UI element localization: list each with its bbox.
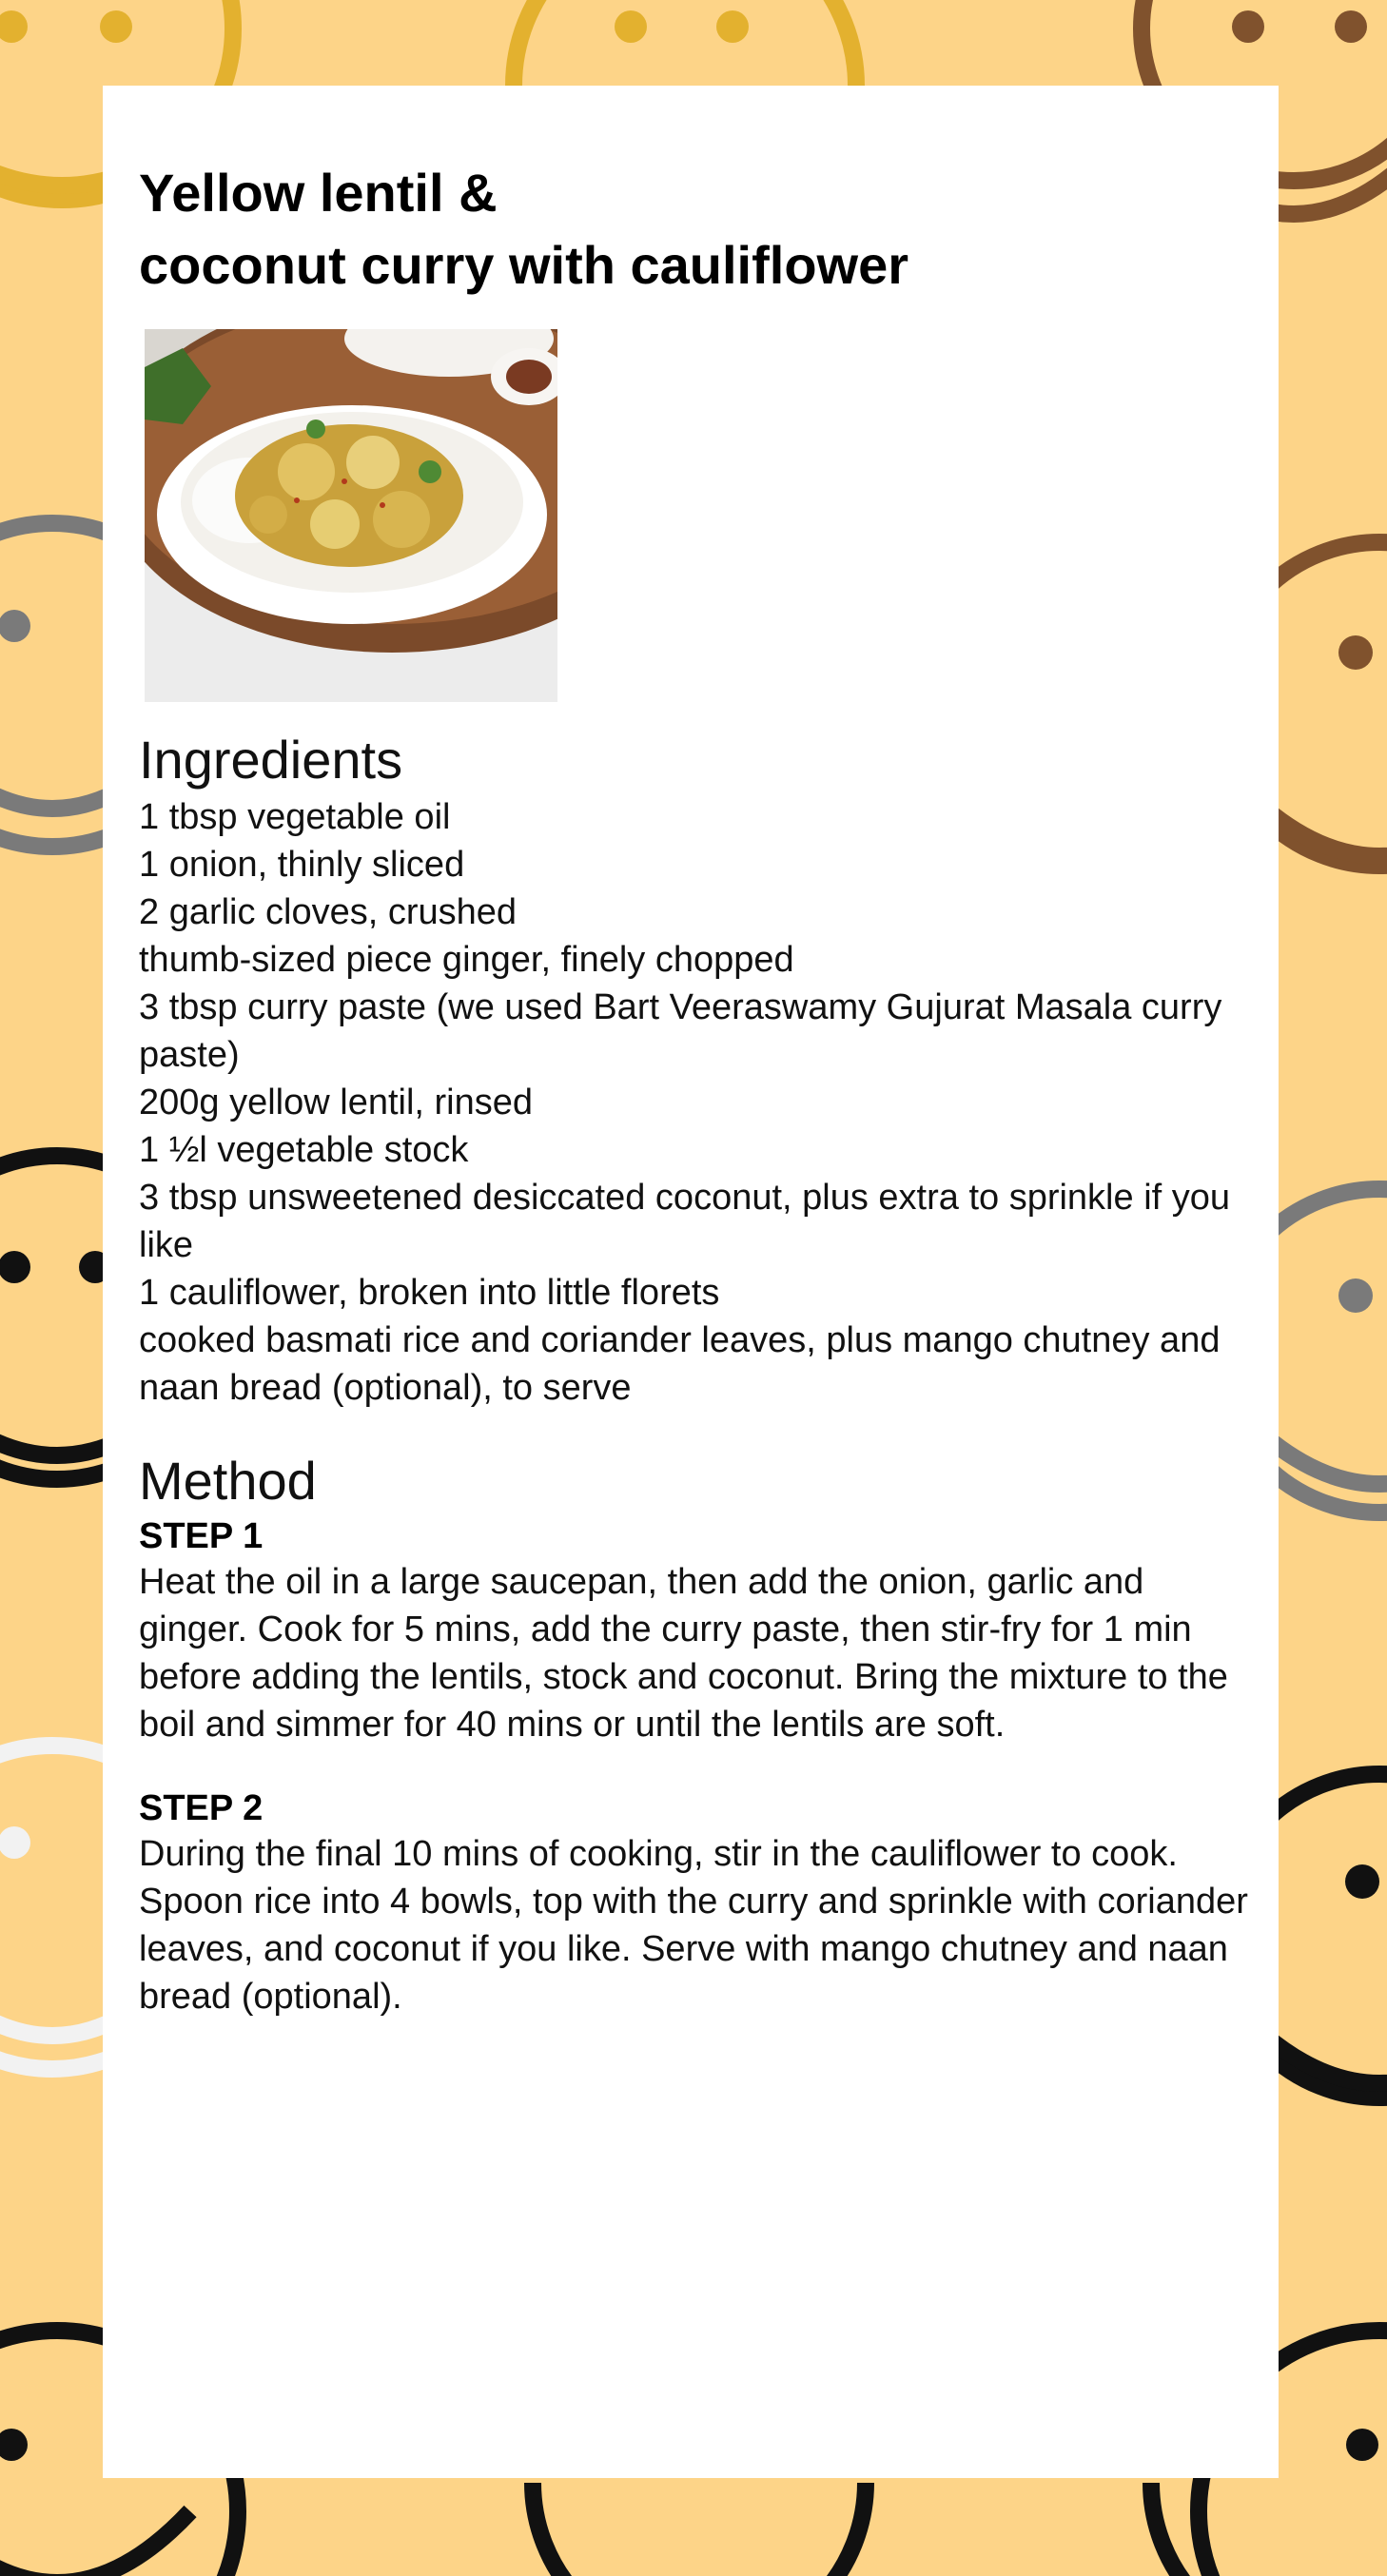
ingredients-list [139, 793, 1279, 1412]
ingredient-item: 3 tbsp unsweetened desiccated coconut, plus extra to sprinkle if you like [139, 1178, 1231, 1265]
ingredient-item: 200g yellow lentil, rinsed [139, 1083, 534, 1122]
smiley-face-icon [514, 0, 856, 86]
ingredient-item: 3 tbsp curry paste (we used Bart Veeraswamy Gujurat Masala curry paste) [139, 987, 1222, 1075]
step-text: During the final 10 mins of cooking, stir in the cauliflower to cook. Spoon rice into 4 bowls, top with the curry and sprinkle with coriander leaves, and coconut if you like. Serve with mango chutney and naan bread (optional). [139, 1834, 1248, 2017]
step-label: STEP 1 [139, 1516, 264, 1556]
recipe-title-line-2: coconut curry with cauliflower [139, 235, 909, 295]
recipe-title [139, 157, 1279, 302]
ingredient-item: 1 ½l vegetable stock [139, 1130, 469, 1170]
ingredient-item: 1 tbsp vegetable oil [139, 797, 451, 837]
ingredient-item: 1 onion, thinly sliced [139, 845, 465, 885]
step-text: Heat the oil in a large saucepan, then add the onion, garlic and ginger. Cook for 5 mins, add the curry paste, then stir-fry for 1 min before adding the lentils, stock and coconut. Bring the mixture to the boil and simmer for 40 mins or until the lentils are soft. [139, 1562, 1228, 1745]
ingredient-item: thumb-sized piece ginger, finely chopped [139, 940, 794, 980]
ingredient-item: 1 cauliflower, broken into little florets [139, 1273, 720, 1313]
ingredient-item: cooked basmati rice and coriander leaves, plus mango chutney and naan bread (optional), to serve [139, 1320, 1221, 1408]
method-heading: Method [139, 1451, 317, 1511]
ingredients-heading: Ingredients [139, 730, 403, 790]
step-label: STEP 2 [139, 1788, 264, 1828]
recipe-card [103, 86, 1279, 2478]
smiley-face-icon [533, 2483, 866, 2576]
curry-bowl-photo [145, 329, 557, 702]
ingredient-item: 2 garlic cloves, crushed [139, 892, 518, 932]
method-step-2 [139, 1786, 1279, 2020]
recipe-title-line-1: Yellow lentil & [139, 163, 498, 223]
method-step-1 [139, 1514, 1279, 1748]
